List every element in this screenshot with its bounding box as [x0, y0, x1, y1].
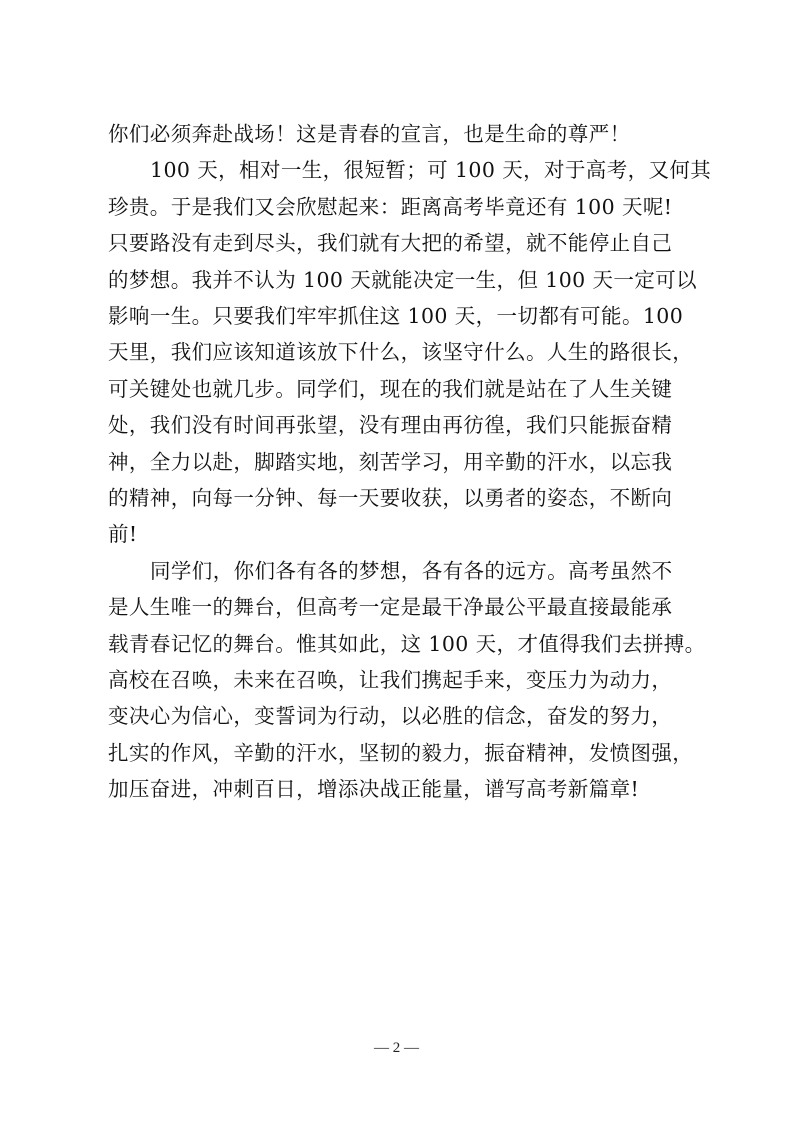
text-line: 100 天，相对一生，很短暂；可 100 天，对于高考，又何其 [150, 158, 712, 182]
text-line: 是人生唯一的舞台，但高考一定是最干净最公平最直接最能承 [108, 595, 673, 619]
text-line: 的精神，向每一分钟、每一天要收获，以勇者的姿态，不断向 [108, 486, 673, 510]
text-line: 变决心为信心，变誓词为行动，以必胜的信念，奋发的努力， [108, 704, 673, 728]
text-line: 可关键处也就几步。同学们，现在的我们就是站在了人生关键 [108, 377, 673, 401]
text-line: 你们必须奔赴战场！这是青春的宣言，也是生命的尊严！ [108, 122, 631, 146]
text-line: 的梦想。我并不认为 100 天就能决定一生，但 100 天一定可以 [108, 268, 698, 292]
text-line: 处，我们没有时间再张望，没有理由再彷徨，我们只能振奋精 [108, 413, 673, 437]
text-line: 载青春记忆的舞台。惟其如此，这 100 天，才值得我们去拼搏。 [108, 632, 706, 656]
page-number: — 2 — [374, 1040, 419, 1056]
text-line: 加压奋进，冲刺百日，增添决战正能量，谱写高考新篇章! [108, 777, 640, 801]
text-line: 同学们，你们各有各的梦想，各有各的远方。高考虽然不 [150, 559, 673, 583]
text-line: 高校在召唤，未来在召唤，让我们携起手来，变压力为动力， [108, 668, 673, 692]
text-line: 珍贵。于是我们又会欣慰起来：距离高考毕竟还有 100 天呢! [108, 195, 673, 219]
text-line: 只要路没有走到尽头，我们就有大把的希望，就不能停止自己 [108, 231, 673, 255]
text-line: 神，全力以赴，脚踏实地，刻苦学习，用辛勤的汗水，以忘我 [108, 450, 673, 474]
text-line: 前! [108, 522, 138, 546]
text-line: 天里，我们应该知道该放下什么，该坚守什么。人生的路很长， [108, 340, 694, 364]
text-line: 影响一生。只要我们牢牢抓住这 100 天，一切都有可能。100 [108, 304, 684, 328]
text-line: 扎实的作风，辛勤的汗水，坚韧的毅力，振奋精神，发愤图强， [108, 741, 694, 765]
